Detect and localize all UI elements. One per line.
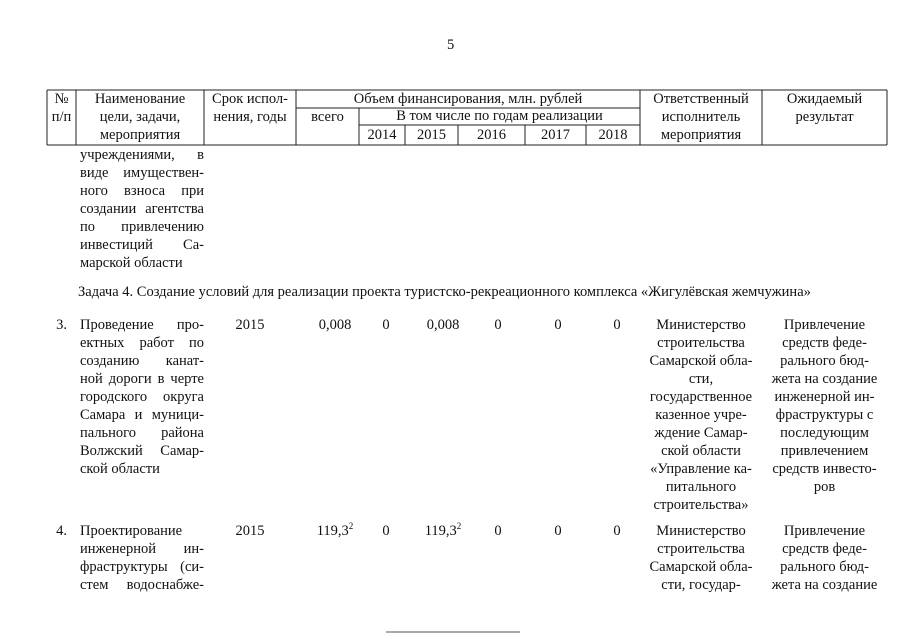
row-item-name: Проектирование инженерной ин- фраструктуры (си- стем водоснабже-: [80, 523, 204, 593]
header-total: всего: [311, 109, 344, 125]
row-2016: 0: [494, 317, 502, 333]
header-funding-title: Объем финансирования, млн. рублей: [353, 91, 583, 107]
continued-item-text: учреждениями, в виде имуществен- ного взноса при создании агентства по привлечению инвестиций Са- марской области: [80, 147, 204, 271]
row-total: 119,3$^2$: [316, 521, 354, 539]
header-num: № п/п: [51, 91, 72, 125]
row-executor: Министерство строительства Самарской обла- сти, государственное казенное учре- ждение Самар- ской области «Управление ка- питального строительства»: [649, 317, 753, 513]
row-2015: 119,3$^2$: [424, 521, 462, 539]
row-2017: 0: [554, 317, 562, 333]
row-term: 2015: [235, 317, 265, 333]
header-year-2016: 2016: [477, 127, 506, 143]
row-number: 3.: [56, 317, 67, 333]
row-2014: 0: [382, 523, 390, 539]
row-2014: 0: [382, 317, 390, 333]
row-2018: 0: [613, 317, 621, 333]
row-result: Привлечение средств феде- рального бюд- жета на создание: [771, 523, 878, 593]
header-result: Ожидаемый результат: [786, 91, 863, 125]
row-2017: 0: [554, 523, 562, 539]
page-number: 5: [447, 37, 455, 53]
header-year-2018: 2018: [598, 127, 628, 143]
row-2016: 0: [494, 523, 502, 539]
row-total: 0,008: [318, 317, 352, 333]
row-2015: 0,008: [426, 317, 460, 333]
row-term: 2015: [235, 523, 265, 539]
header-year-2017: 2017: [541, 127, 570, 143]
task-heading: Задача 4. Создание условий для реализации проекта туристско-рекреационного комплекса «Жигулёвская жемчужина»: [78, 284, 811, 300]
row-number: 4.: [56, 523, 67, 539]
row-2018: 0: [613, 523, 621, 539]
header-by-years: В том числе по годам реализации: [396, 108, 603, 124]
header-term: Срок испол- нения, годы: [212, 91, 288, 125]
row-item-name: Проведение про- ектных работ по созданию канат- ной дороги в черте городского округа Самара и муници- пального района Волжский Самар- ской области: [80, 317, 204, 477]
header-year-2015: 2015: [417, 127, 446, 143]
header-name: Наименование цели, задачи, мероприятия: [94, 91, 186, 143]
header-year-2014: 2014: [367, 127, 397, 143]
row-result: Привлечение средств феде- рального бюд- жета на создание инженерной ин- фраструктуры с последующим привлечением средств инвесто- ров: [771, 317, 878, 495]
row-executor: Министерство строительства Самарской обла- сти, государ-: [649, 523, 753, 593]
header-executor: Ответственный исполнитель мероприятия: [653, 91, 749, 143]
